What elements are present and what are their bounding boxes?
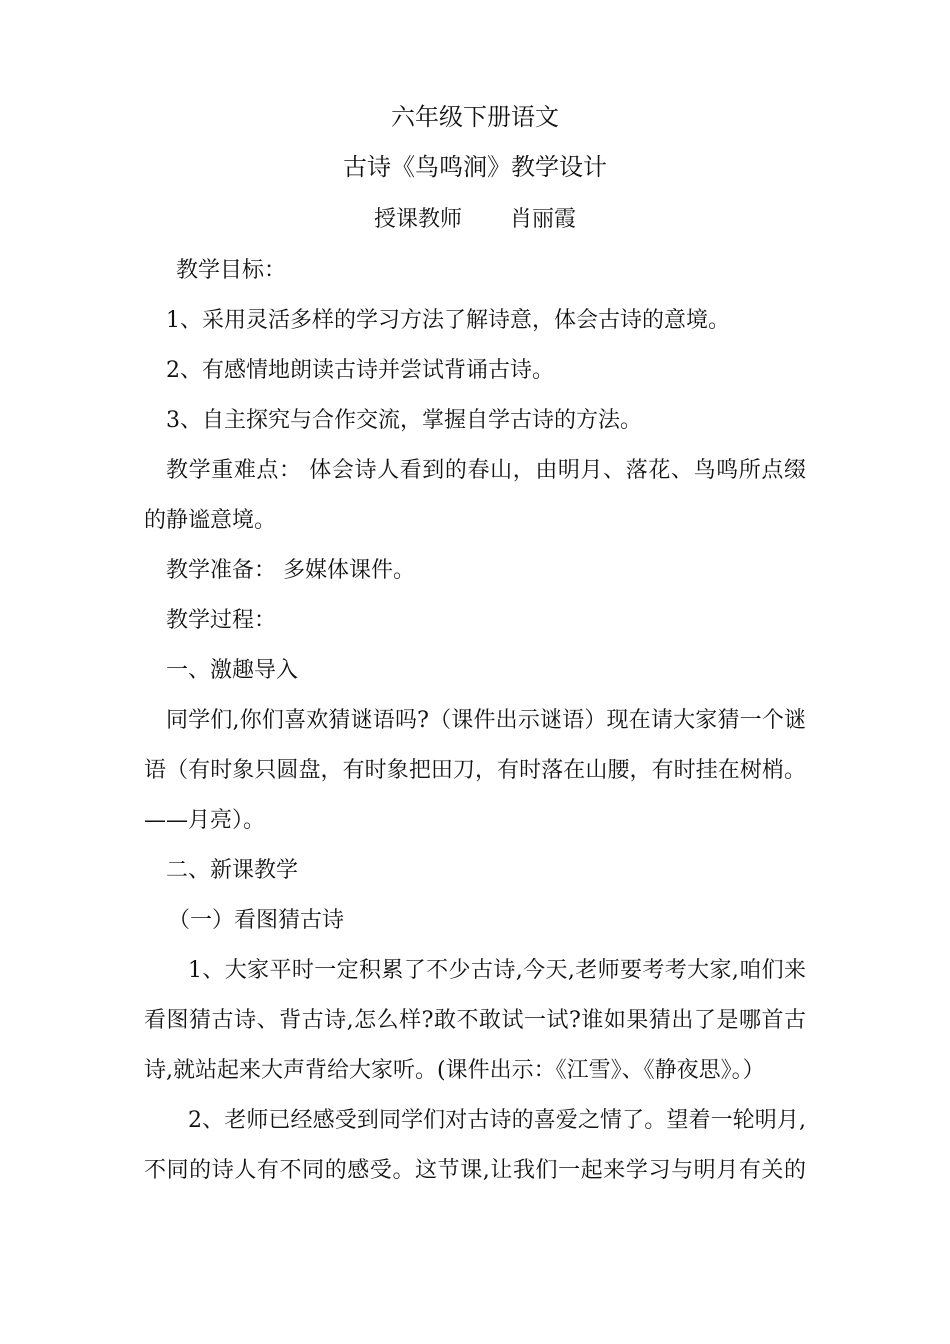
teacher-name: 肖丽霞 xyxy=(510,207,577,232)
grade-subject-title: 六年级下册语文 xyxy=(391,103,559,131)
section1-line: 语（有时象只圆盘，有时象把田刀，有时落在山腰，有时挂在树梢。 xyxy=(144,758,806,783)
section2-para1-line: 看图猜古诗、背古诗,怎么样?敢不敢试一试?谁如果猜出了是哪首古 xyxy=(144,1008,806,1033)
key-points-line: 教学重难点： 体会诗人看到的春山，由明月、落花、鸟鸣所点缀 xyxy=(166,458,806,483)
objective-item: 1、采用灵活多样的学习方法了解诗意，体会古诗的意境。 xyxy=(166,308,730,333)
key-points-line: 的静谧意境。 xyxy=(144,508,277,533)
teacher-byline xyxy=(0,205,950,235)
section2-para2-line: 不同的诗人有不同的感受。这节课,让我们一起来学习与明月有关的 xyxy=(144,1158,806,1183)
preparation-line: 教学准备： 多媒体课件。 xyxy=(166,558,415,583)
section2-para2-line: 2、老师已经感受到同学们对古诗的喜爱之情了。望着一轮明月, xyxy=(188,1108,806,1133)
section1-line: 同学们,你们喜欢猜谜语吗?（课件出示谜语）现在请大家猜一个谜 xyxy=(166,708,806,733)
objectives-heading: 教学目标： xyxy=(176,258,287,283)
section1-line: ——月亮）。 xyxy=(144,808,266,833)
section2-sub-heading: （一）看图猜古诗 xyxy=(168,908,345,933)
section2-para1-line: 诗,就站起来大声背给大家听。(课件出示：《江雪》、《静夜思》。） xyxy=(144,1058,765,1083)
teacher-label: 授课教师 xyxy=(373,207,462,232)
section2-heading: 二、新课教学 xyxy=(166,858,299,883)
objective-item: 2、有感情地朗读古诗并尝试背诵古诗。 xyxy=(166,358,554,383)
section2-para1-line: 1、大家平时一定积累了不少古诗,今天,老师要考考大家,咱们来 xyxy=(188,958,806,983)
process-heading: 教学过程： xyxy=(166,608,277,633)
section1-heading: 一、激趣导入 xyxy=(166,658,299,683)
lesson-title: 古诗《鸟鸣涧》教学设计 xyxy=(343,153,607,181)
objective-item: 3、自主探究与合作交流，掌握自学古诗的方法。 xyxy=(166,408,642,433)
